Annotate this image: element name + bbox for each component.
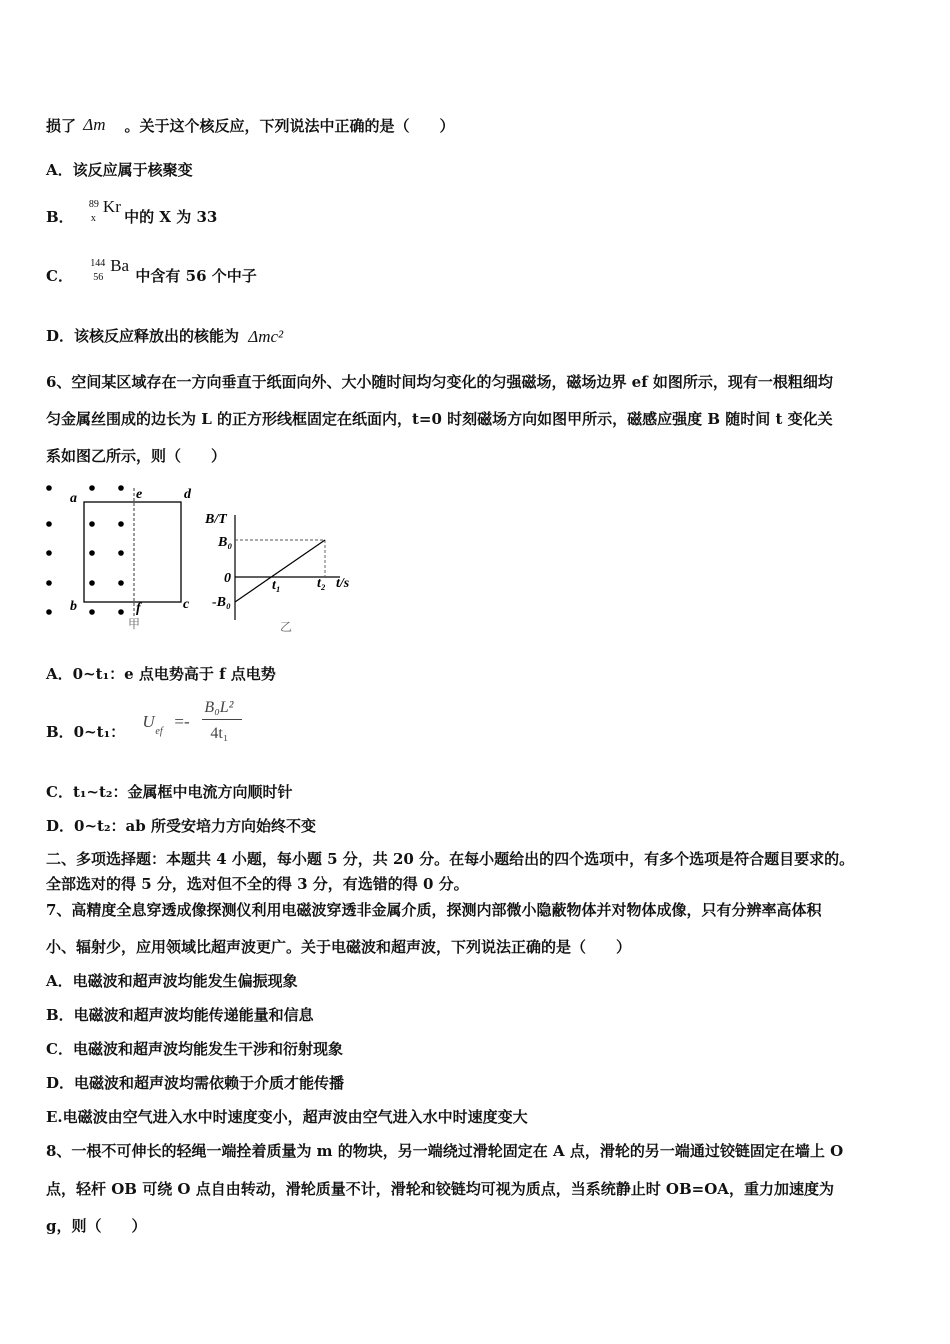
label-b0: B₀ xyxy=(218,535,233,550)
q6-option-d: D．0~t₂：ab 所受安培力方向始终不变 xyxy=(46,817,316,835)
q7-option-b: B．电磁波和超声波均能传递能量和信息 xyxy=(46,1006,314,1024)
q5-intro xyxy=(46,116,455,136)
square-frame xyxy=(84,502,181,602)
ba-mass: 144 xyxy=(90,258,106,269)
q8-line-3: g，则（ ） xyxy=(46,1217,147,1235)
u-symbol: U xyxy=(142,712,155,731)
q7-line-1: 7、高精度全息穿透成像探测仪利用电磁波穿透非金属介质，探测内部微小隐蔽物体并对物体成像，只有分辨率高体积 xyxy=(46,901,822,919)
q5-option-c xyxy=(46,256,257,286)
q7-option-d: D．电磁波和超声波均需依赖于介质才能传播 xyxy=(46,1074,345,1092)
q5-option-d-text: D．该核反应释放出的核能为 xyxy=(46,327,240,345)
q7-option-e: E.电磁波由空气进入水中时速度变小，超声波由空气进入水中时速度变大 xyxy=(46,1108,528,1126)
section-2-line-2: 全部选对的得 5 分，选对但不全的得 3 分，有选错的得 0 分。 xyxy=(46,875,469,893)
label-b: b xyxy=(70,599,77,614)
label-c: c xyxy=(183,597,190,612)
magnetic-field-dots xyxy=(46,485,124,615)
q5-option-b-text: 中的 X 为 33 xyxy=(124,208,218,226)
q5-intro-prefix: 损了 xyxy=(46,117,77,135)
caption-jia: 甲 xyxy=(128,617,141,631)
label-a: a xyxy=(70,491,77,506)
label-e: e xyxy=(136,487,143,502)
kr-number: x xyxy=(90,213,96,224)
label-f: f xyxy=(136,601,141,616)
q7-option-c: C．电磁波和超声波均能发生干涉和衍射现象 xyxy=(46,1040,343,1058)
label-zero: 0 xyxy=(224,571,231,586)
caption-yi: 乙 xyxy=(280,620,293,634)
q6-line-2: 匀金属丝围成的边长为 L 的正方形线框固定在纸面内，t=0 时刻磁场方向如图甲所示，磁感应强度 B 随时间 t 变化关 xyxy=(46,410,833,428)
ba-symbol: Ba xyxy=(110,256,130,275)
q6-option-a: A．0~t₁：e 点电势高于 f 点电势 xyxy=(46,665,276,683)
y-axis-label: B/T xyxy=(205,512,227,527)
q5-delta-m: Δm xyxy=(83,115,106,134)
label-d: d xyxy=(184,487,191,502)
q8-line-1: 8、一根不可伸长的轻绳一端拴着质量为 m 的物块，另一端绕过滑轮固定在 A 点，滑轮的另一端通过铰链固定在墙上 O xyxy=(46,1142,844,1160)
q5-option-b xyxy=(46,197,218,227)
q6-option-b xyxy=(46,699,240,742)
q5-option-b-label: B． xyxy=(46,208,74,226)
label-neg-b0: -B₀ xyxy=(212,595,231,610)
q5-option-c-text: 中含有 56 个中子 xyxy=(135,267,257,285)
q6-option-b-label: B．0~t₁： xyxy=(46,723,126,741)
q5-option-d xyxy=(46,326,294,346)
fraction-denominator: 4t₁ xyxy=(210,725,229,742)
q8-line-2: 点，轻杆 OB 可绕 O 点自由转动，滑轮质量不计，滑轮和铰链均可视为质点，当系统静止时 OB=OA，重力加速度为 xyxy=(46,1180,834,1198)
figure-jia xyxy=(40,478,210,636)
u-subscript: ef xyxy=(155,726,163,737)
section-2-line-1: 二、多项选择题：本题共 4 小题，每小题 5 分，共 20 分。在每小题给出的四个选项中，有多个选项是符合题目要求的。 xyxy=(46,850,855,868)
ba-number: 56 xyxy=(93,272,104,283)
q6-option-c: C．t₁~t₂：金属框中电流方向顺时针 xyxy=(46,783,293,801)
q5-energy-formula: Δmc² xyxy=(248,327,284,346)
x-axis-label: t/s xyxy=(336,576,350,591)
fraction-bar xyxy=(202,719,242,720)
equals-minus: =- xyxy=(174,712,190,731)
q6-line-3: 系如图乙所示，则（ ） xyxy=(46,447,227,465)
kr-mass: 89 xyxy=(88,199,99,210)
q5-option-c-label: C． xyxy=(46,267,73,285)
figure-yi xyxy=(200,505,370,635)
q7-line-2: 小、辐射少，应用领域比超声波更广。关于电磁波和超声波，下列说法正确的是（ ） xyxy=(46,938,632,956)
label-t2: t₂ xyxy=(317,576,326,591)
q6-line-1: 6、空间某区域存在一方向垂直于纸面向外、大小随时间均匀变化的匀强磁场，磁场边界 ef 如图所示，现有一根粗细均 xyxy=(46,373,833,391)
q5-option-a: A．该反应属于核聚变 xyxy=(46,161,193,179)
fraction-numerator: B₀L² xyxy=(204,699,234,716)
q7-option-a: A．电磁波和超声波均能发生偏振现象 xyxy=(46,972,298,990)
q5-intro-suffix: 。关于这个核反应，下列说法中正确的是（ ） xyxy=(124,117,455,135)
kr-symbol: Kr xyxy=(102,197,121,216)
label-t1: t₁ xyxy=(272,578,281,593)
